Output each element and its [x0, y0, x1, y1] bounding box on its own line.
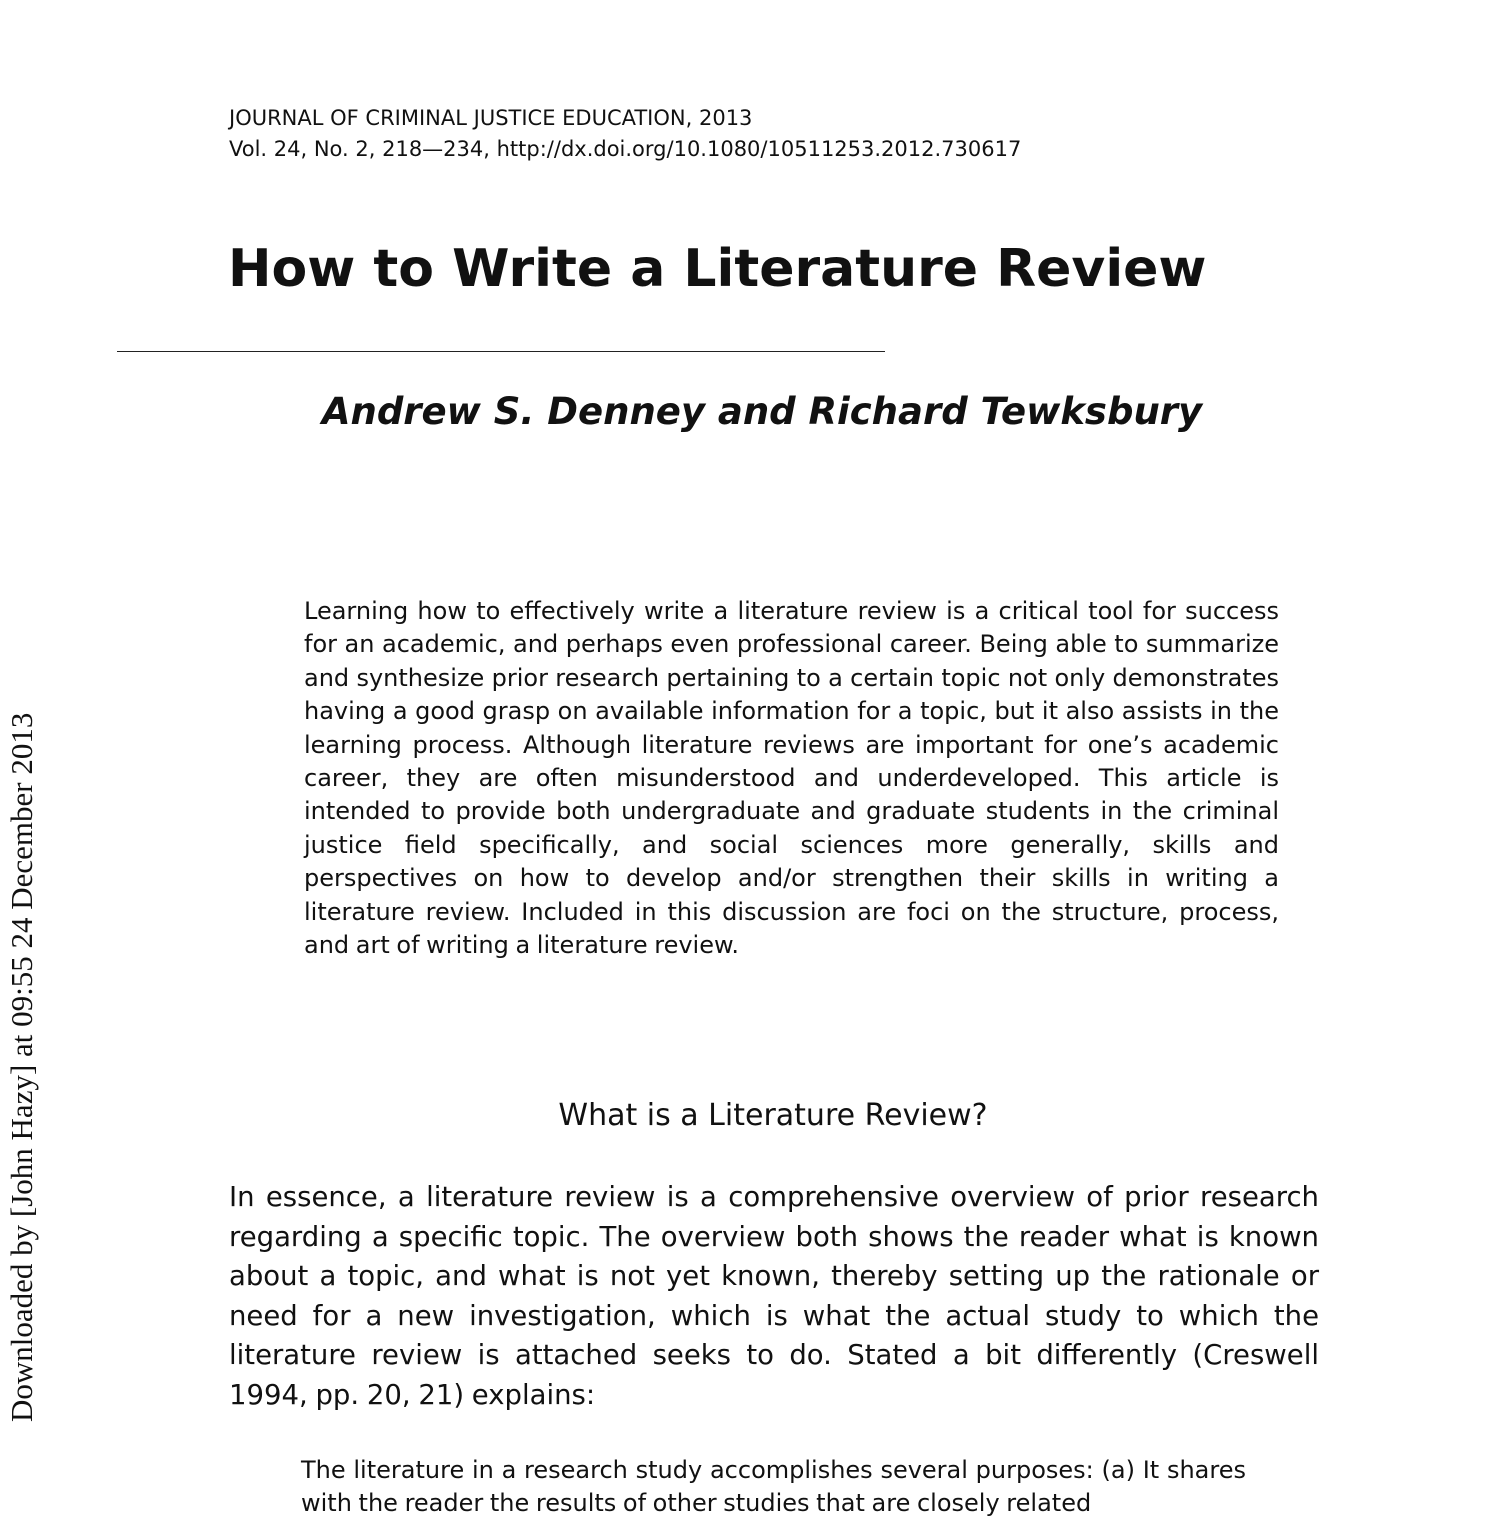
title-divider	[117, 351, 885, 352]
download-watermark: Downloaded by [John Hazy] at 09:55 24 December 2013	[4, 712, 39, 1422]
journal-name-line: JOURNAL OF CRIMINAL JUSTICE EDUCATION, 2013	[229, 106, 753, 130]
section-heading: What is a Literature Review?	[558, 1098, 988, 1133]
abstract: Learning how to effectively write a literature review is a critical tool for success for an academic, and perhaps even professional career. Being able to summarize and synthesize prior research pertaining to a certain topic not only demonstrates having a good grasp on available information for a topic, but it also assists in the learning process. Although literature reviews are important for one’s academic career, they are often misunderstood and underdeveloped. This article is intended to provide both undergraduate and graduate students in the criminal justice field specifically, and social sciences more generally, skills and perspectives on how to develop and/or strengthen their skills in writing a literature review. Included in this discussion are foci on the structure, process, and art of writing a literature review.	[304, 597, 1279, 960]
section-paragraph: In essence, a literature review is a comprehensive overview of prior research regarding a specific topic. The overview both shows the reader what is known about a topic, and what is not yet known, thereby setting up the rationale or need for a new investigation, which is what the actual study to which the literature review is attached seeks to do. Stated a bit differently (Creswell 1994, pp. 20, 21) explains:	[229, 1181, 1319, 1411]
article-authors: Andrew S. Denney and Richard Tewksbury	[321, 390, 1203, 433]
block-quote: The literature in a research study accomplishes several purposes: (a) It shares with the reader the results of other studies that are closely related	[301, 1456, 1246, 1518]
journal-header	[229, 103, 1021, 165]
journal-citation-line: Vol. 24, No. 2, 218—234, http://dx.doi.org/10.1080/10511253.2012.730617	[229, 137, 1022, 161]
article-title: How to Write a Literature Review	[228, 239, 1207, 299]
